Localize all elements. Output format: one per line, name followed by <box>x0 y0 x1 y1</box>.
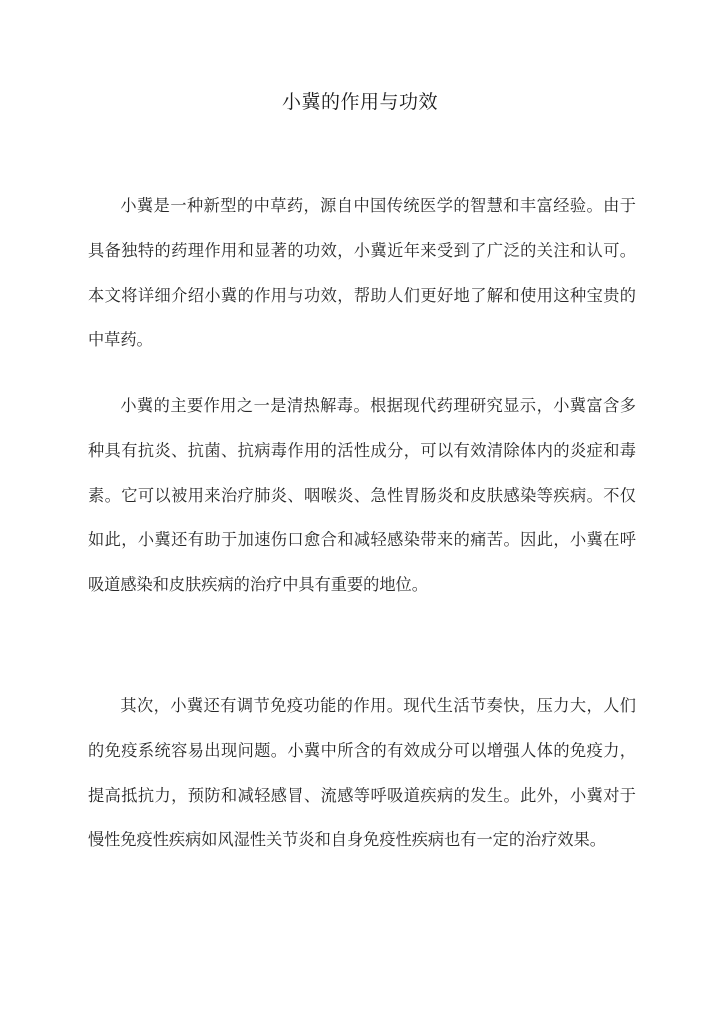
paragraph-intro: 小冀是一种新型的中草药，源自中国传统医学的智慧和丰富经验。由于具备独特的药理作用和显著的功效，小冀近年来受到了广泛的关注和认可。本文将详细介绍小冀的作用与功效，帮助人们更好地了解和使用这种宝贵的中草药。 <box>88 196 636 350</box>
paragraph-immunity: 其次，小冀还有调节免疫功能的作用。现代生活节奏快，压力大，人们的免疫系统容易出现问题。小冀中所含的有效成分可以增强人体的免疫力，提高抵抗力，预防和减轻感冒、流感等呼吸道疾病的发生。此外，小冀对于慢性免疫性疾病如风湿性关节炎和自身免疫性疾病也有一定的治疗效果。 <box>88 696 636 850</box>
paragraph-detox: 小冀的主要作用之一是清热解毒。根据现代药理研究显示，小冀富含多种具有抗炎、抗菌、抗病毒作用的活性成分，可以有效清除体内的炎症和毒素。它可以被用来治疗肺炎、咽喉炎、急性胃肠炎和皮肤感染等疾病。不仅如此，小冀还有助于加速伤口愈合和减轻感染带来的痛苦。因此，小冀在呼吸道感染和皮肤疾病的治疗中具有重要的地位。 <box>88 396 636 595</box>
document-title: 小冀的作用与功效 <box>281 91 438 113</box>
